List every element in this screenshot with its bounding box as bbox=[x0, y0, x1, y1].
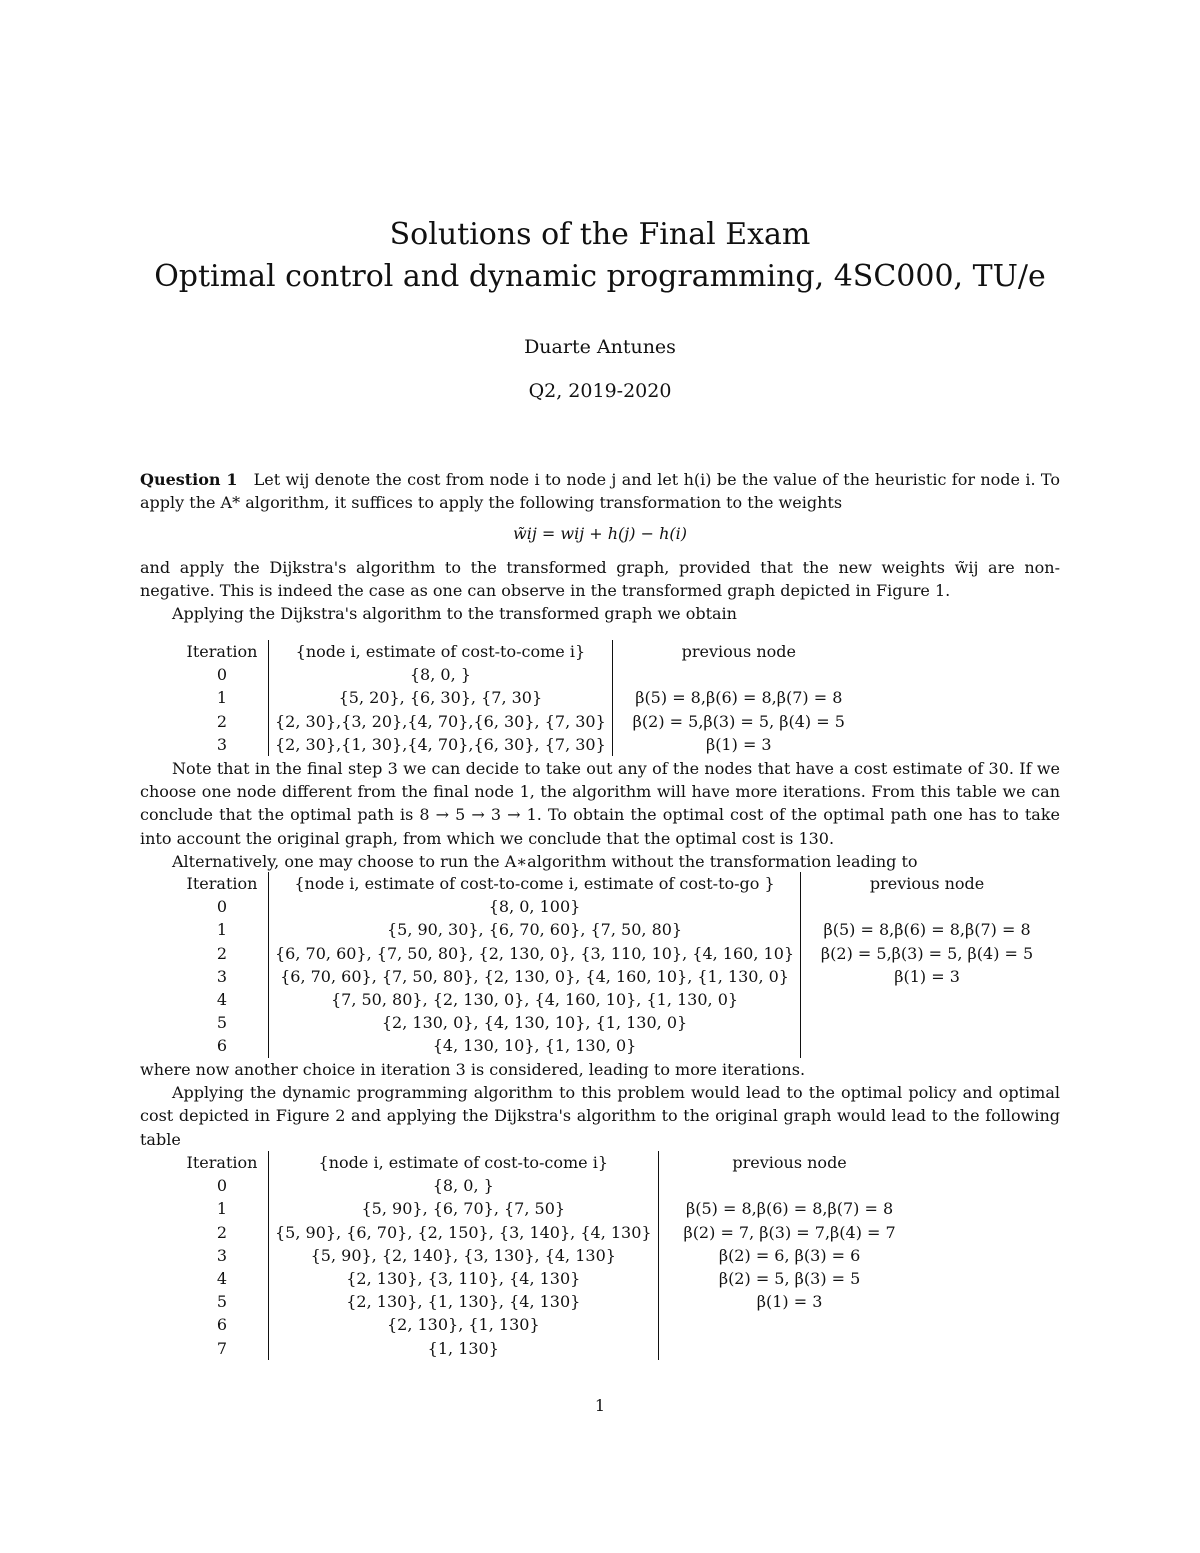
table-header-row bbox=[176, 872, 1053, 895]
document-title: Solutions of the Final Exam bbox=[389, 217, 811, 252]
col-header-estimates: {node i, estimate of cost-to-come i} bbox=[269, 1151, 659, 1174]
cell-previous: β(1) = 3 bbox=[612, 733, 865, 756]
cell-iteration: 3 bbox=[216, 966, 228, 986]
col-header-previous: previous node bbox=[658, 1151, 921, 1174]
question-intro-text: Let wij denote the cost from node i to node j and let h(i) be the value of the heuristic for node i. To apply the A* algorithm, it suffices to apply the following transformation to the weights bbox=[140, 470, 1060, 513]
cell-iteration: 3 bbox=[216, 1245, 228, 1265]
table-row bbox=[176, 733, 865, 756]
table-row bbox=[176, 942, 1053, 965]
cell-estimates: {8, 0, } bbox=[269, 1174, 659, 1197]
cell-estimates: {5, 90}, {6, 70}, {2, 150}, {3, 140}, {4, 130} bbox=[269, 1221, 659, 1244]
cell-estimates: {2, 30},{3, 20},{4, 70},{6, 30}, {7, 30} bbox=[269, 710, 613, 733]
cell-iteration: 0 bbox=[216, 1176, 228, 1196]
col-header-previous: previous node bbox=[612, 640, 865, 663]
question-1-intro bbox=[140, 468, 1060, 625]
table-header-row bbox=[176, 1151, 921, 1174]
term: Q2, 2019-2020 bbox=[528, 380, 672, 402]
cell-iteration: 2 bbox=[216, 943, 228, 963]
author: Duarte Antunes bbox=[524, 336, 676, 358]
cell-previous bbox=[801, 1034, 1054, 1057]
cell-previous: β(2) = 6, β(3) = 6 bbox=[658, 1244, 921, 1267]
where-paragraph: where now another choice in iteration 3 is considered, leading to more iterations. bbox=[140, 1060, 806, 1079]
cell-iteration: 5 bbox=[216, 1292, 228, 1312]
table-dijkstra-original bbox=[176, 1151, 921, 1360]
cell-iteration: 1 bbox=[216, 920, 228, 940]
cell-iteration: 3 bbox=[216, 734, 228, 754]
cell-iteration: 0 bbox=[216, 897, 228, 917]
cell-previous bbox=[801, 1011, 1054, 1034]
cell-previous: β(2) = 5,β(3) = 5, β(4) = 5 bbox=[801, 942, 1054, 965]
document-subtitle: Optimal control and dynamic programming, 4SC000, TU/e bbox=[154, 259, 1046, 294]
cell-estimates: {2, 30},{1, 30},{4, 70},{6, 30}, {7, 30} bbox=[269, 733, 613, 756]
cell-estimates: {4, 130, 10}, {1, 130, 0} bbox=[269, 1034, 801, 1057]
cell-iteration: 2 bbox=[216, 711, 228, 731]
cell-estimates: {5, 90}, {2, 140}, {3, 130}, {4, 130} bbox=[269, 1244, 659, 1267]
cell-iteration: 2 bbox=[216, 1222, 228, 1242]
table-row bbox=[176, 895, 1053, 918]
table-row bbox=[176, 988, 1053, 1011]
cell-estimates: {7, 50, 80}, {2, 130, 0}, {4, 160, 10}, {1, 130, 0} bbox=[269, 988, 801, 1011]
cell-iteration: 1 bbox=[216, 688, 228, 708]
after-text bbox=[140, 1058, 1060, 1151]
col-header-estimates: {node i, estimate of cost-to-come i} bbox=[269, 640, 613, 663]
cell-previous: β(1) = 3 bbox=[658, 1290, 921, 1313]
note-paragraph: Note that in the final step 3 we can decide to take out any of the nodes that have a cost estimate of 30. If we choose one node different from the final node 1, the algorithm will have more iterations. From this table we can conclude that the optimal path is 8 → 5 → 3 → 1. To obtain the optimal cost of the optimal path one has to take into account the original graph, from which we conclude that the optimal cost is 130. bbox=[140, 759, 1060, 848]
weight-transformation-equation: w̃ij = wij + h(j) − h(i) bbox=[513, 524, 687, 544]
cell-previous: β(2) = 5, β(3) = 5 bbox=[658, 1267, 921, 1290]
cell-estimates: {2, 130}, {1, 130} bbox=[269, 1313, 659, 1336]
cell-iteration: 4 bbox=[216, 990, 228, 1010]
table-row bbox=[176, 1267, 921, 1290]
cell-estimates: {2, 130}, {1, 130}, {4, 130} bbox=[269, 1290, 659, 1313]
question-label: Question 1 bbox=[140, 470, 238, 489]
cell-iteration: 6 bbox=[216, 1036, 228, 1056]
table-dijkstra-transformed bbox=[176, 640, 865, 756]
cell-estimates: {5, 20}, {6, 30}, {7, 30} bbox=[269, 686, 613, 709]
applying-dijkstra-text: Applying the Dijkstra's algorithm to the transformed graph we obtain bbox=[172, 604, 737, 624]
table-row bbox=[176, 1313, 921, 1336]
table-row bbox=[176, 1174, 921, 1197]
cell-estimates: {8, 0, } bbox=[269, 663, 613, 686]
cell-previous: β(2) = 7, β(3) = 7,β(4) = 7 bbox=[658, 1221, 921, 1244]
cell-previous: β(1) = 3 bbox=[801, 965, 1054, 988]
cell-previous bbox=[801, 895, 1054, 918]
cell-estimates: {1, 130} bbox=[269, 1337, 659, 1360]
middle-text bbox=[140, 757, 1060, 873]
cell-iteration: 5 bbox=[216, 1013, 228, 1033]
table-row bbox=[176, 1011, 1053, 1034]
table-row bbox=[176, 1337, 921, 1360]
cell-estimates: {2, 130}, {3, 110}, {4, 130} bbox=[269, 1267, 659, 1290]
transformation-note: and apply the Dijkstra's algorithm to the transformed graph, provided that the new weights w̃ij are non-negative. This is indeed the case as one can observe in the transformed graph depicted in Figure 1. bbox=[140, 557, 1060, 600]
cell-estimates: {5, 90, 30}, {6, 70, 60}, {7, 50, 80} bbox=[269, 918, 801, 941]
table-row bbox=[176, 918, 1053, 941]
table-row bbox=[176, 1197, 921, 1220]
table-row bbox=[176, 965, 1053, 988]
table-row bbox=[176, 1244, 921, 1267]
cell-estimates: {8, 0, 100} bbox=[269, 895, 801, 918]
cell-estimates: {6, 70, 60}, {7, 50, 80}, {2, 130, 0}, {4, 160, 10}, {1, 130, 0} bbox=[269, 965, 801, 988]
table-row bbox=[176, 1290, 921, 1313]
cell-estimates: {6, 70, 60}, {7, 50, 80}, {2, 130, 0}, {3, 110, 10}, {4, 160, 10} bbox=[269, 942, 801, 965]
cell-previous bbox=[612, 663, 865, 686]
col-header-estimates: {node i, estimate of cost-to-come i, estimate of cost-to-go } bbox=[269, 872, 801, 895]
col-header-iteration: Iteration bbox=[186, 874, 258, 893]
table-row bbox=[176, 1221, 921, 1244]
cell-estimates: {2, 130, 0}, {4, 130, 10}, {1, 130, 0} bbox=[269, 1011, 801, 1034]
cell-iteration: 1 bbox=[216, 1199, 228, 1219]
cell-estimates: {5, 90}, {6, 70}, {7, 50} bbox=[269, 1197, 659, 1220]
cell-previous bbox=[658, 1313, 921, 1336]
cell-iteration: 6 bbox=[216, 1315, 228, 1335]
cell-previous: β(2) = 5,β(3) = 5, β(4) = 5 bbox=[612, 710, 865, 733]
table-row bbox=[176, 710, 865, 733]
cell-previous bbox=[658, 1337, 921, 1360]
cell-previous: β(5) = 8,β(6) = 8,β(7) = 8 bbox=[612, 686, 865, 709]
alternatively-paragraph: Alternatively, one may choose to run the A∗algorithm without the transformation leading to bbox=[172, 851, 918, 871]
applying-dp-paragraph: Applying the dynamic programming algorithm to this problem would lead to the optimal policy and optimal cost depicted in Figure 2 and applying the Dijkstra's algorithm to the original graph would lead to the following table bbox=[140, 1083, 1060, 1149]
cell-previous bbox=[801, 988, 1054, 1011]
cell-iteration: 0 bbox=[216, 665, 228, 685]
cell-previous bbox=[658, 1174, 921, 1197]
table-header-row bbox=[176, 640, 865, 663]
cell-iteration: 4 bbox=[216, 1269, 228, 1289]
table-row bbox=[176, 686, 865, 709]
cell-previous: β(5) = 8,β(6) = 8,β(7) = 8 bbox=[658, 1197, 921, 1220]
col-header-iteration: Iteration bbox=[186, 642, 258, 661]
cell-previous: β(5) = 8,β(6) = 8,β(7) = 8 bbox=[801, 918, 1054, 941]
table-row bbox=[176, 1034, 1053, 1057]
table-astar bbox=[176, 872, 1053, 1058]
table-row bbox=[176, 663, 865, 686]
col-header-iteration: Iteration bbox=[186, 1153, 258, 1172]
page-number: 1 bbox=[594, 1396, 606, 1415]
col-header-previous: previous node bbox=[801, 872, 1054, 895]
cell-iteration: 7 bbox=[216, 1338, 228, 1358]
